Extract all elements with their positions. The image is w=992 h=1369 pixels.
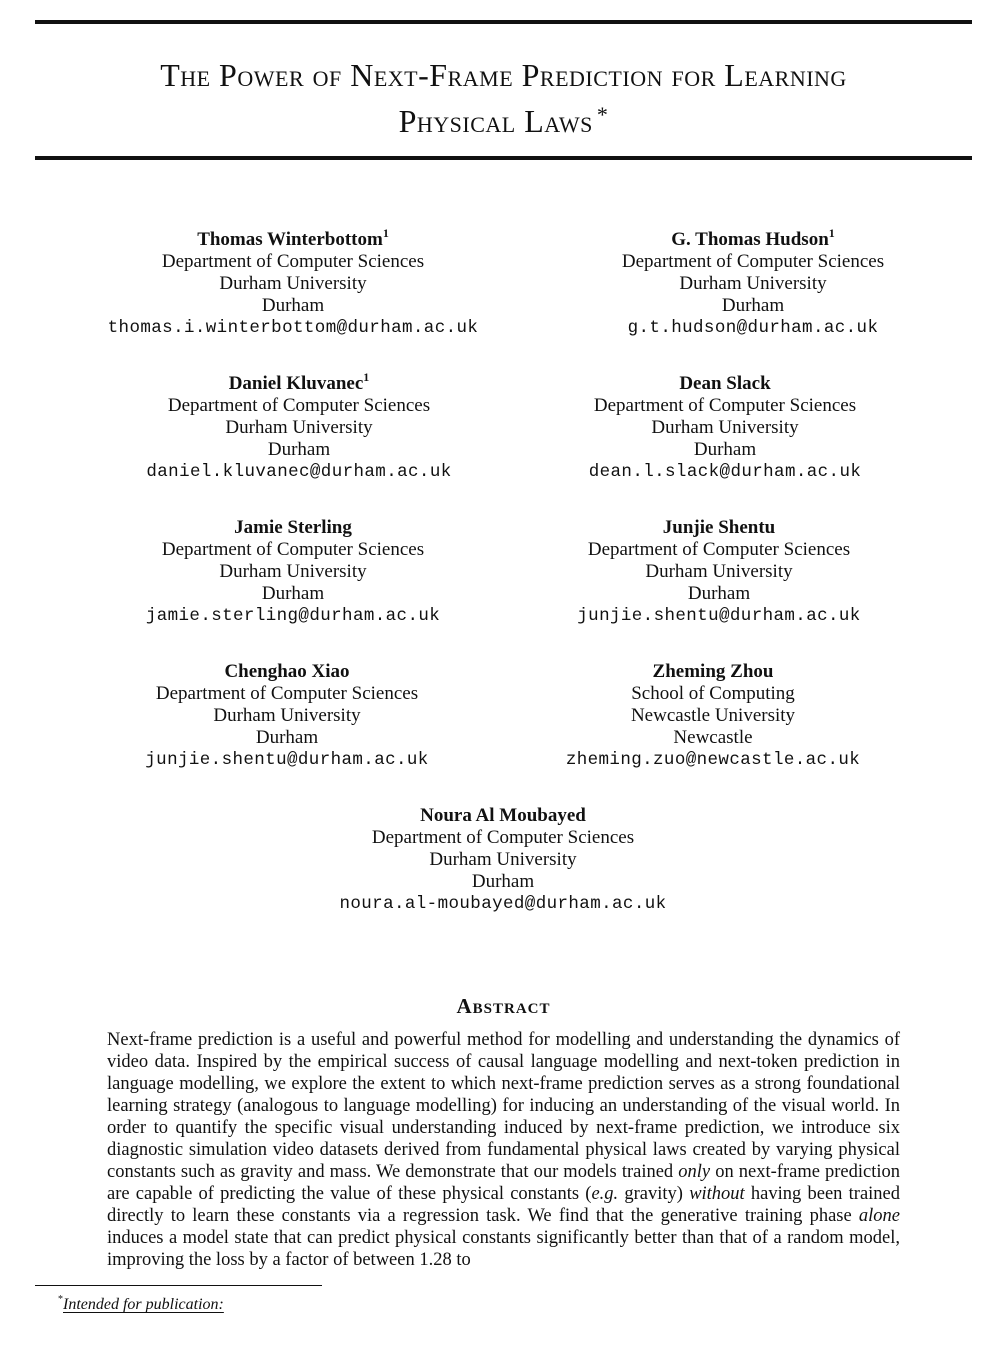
author-department: Department of Computer Sciences bbox=[161, 539, 425, 560]
author-block bbox=[528, 226, 978, 339]
author-block bbox=[500, 373, 950, 483]
author-name: Dean Slack bbox=[679, 373, 771, 394]
author-email[interactable]: junjie.shentu@durham.ac.uk bbox=[577, 606, 861, 626]
author-university: Durham University bbox=[651, 417, 799, 438]
author-department: Department of Computer Sciences bbox=[155, 683, 419, 704]
author-block bbox=[62, 661, 512, 771]
author-city: Newcastle bbox=[673, 727, 753, 748]
author-email[interactable]: jamie.sterling@durham.ac.uk bbox=[145, 606, 441, 626]
author-email[interactable]: g.t.hudson@durham.ac.uk bbox=[627, 318, 879, 338]
abstract-heading: Abstract bbox=[456, 994, 551, 1018]
author-block bbox=[488, 661, 938, 771]
author-block bbox=[278, 805, 728, 915]
author-university: Durham University bbox=[225, 417, 373, 438]
author-name: Zheming Zhou bbox=[652, 661, 774, 682]
author-block bbox=[68, 226, 518, 339]
author-name: Junjie Shentu bbox=[662, 517, 776, 538]
author-name: Daniel Kluvanec$^1$ bbox=[228, 370, 370, 394]
author-email[interactable]: thomas.i.winterbottom@durham.ac.uk bbox=[107, 318, 479, 338]
author-university: Newcastle University bbox=[630, 705, 796, 726]
author-university: Durham University bbox=[429, 849, 577, 870]
footnote-text: Intended for publication: bbox=[63, 1296, 224, 1313]
author-university: Durham University bbox=[219, 561, 367, 582]
bottom-rule bbox=[35, 156, 972, 160]
author-email[interactable]: dean.l.slack@durham.ac.uk bbox=[588, 462, 862, 482]
author-department: Department of Computer Sciences bbox=[371, 827, 635, 848]
author-block bbox=[494, 517, 944, 627]
author-name: Jamie Sterling bbox=[234, 517, 352, 538]
author-university: Durham University bbox=[213, 705, 361, 726]
author-city: Durham bbox=[267, 439, 331, 460]
author-name: G. Thomas Hudson$^1$ bbox=[671, 226, 835, 250]
author-department: School of Computing bbox=[631, 683, 795, 704]
author-city: Durham bbox=[687, 583, 751, 604]
title-line-1: The Power of Next-Frame Prediction for Learning bbox=[160, 57, 847, 93]
author-department: Department of Computer Sciences bbox=[167, 395, 431, 416]
author-block bbox=[68, 517, 518, 627]
author-university: Durham University bbox=[219, 273, 367, 294]
author-department: Department of Computer Sciences bbox=[161, 251, 425, 272]
author-city: Durham bbox=[471, 871, 535, 892]
footnote bbox=[58, 1290, 224, 1315]
paper-title bbox=[35, 55, 972, 141]
footnote-marker: * bbox=[58, 1294, 63, 1305]
author-department: Department of Computer Sciences bbox=[587, 539, 851, 560]
author-name: Noura Al Moubayed bbox=[420, 805, 586, 826]
top-rule bbox=[35, 20, 972, 24]
author-name: Thomas Winterbottom$^1$ bbox=[197, 226, 389, 250]
author-email[interactable]: junjie.shentu@durham.ac.uk bbox=[145, 750, 429, 770]
title-line-2: Physical Laws bbox=[398, 103, 593, 139]
author-department: Department of Computer Sciences bbox=[593, 395, 857, 416]
footnote-rule bbox=[35, 1285, 322, 1286]
author-city: Durham bbox=[721, 295, 785, 316]
abstract-paragraph: Next-frame prediction is a useful and powerful method for modelling and understanding the dynamics of video data. Inspired by the empirical success of causal language modelling and next-token prediction in language modelling, we explore the extent to which next-frame prediction serves as a strong foundational learning strategy (analogous to language modelling) for inducing an understanding of the visual world. In order to quantify the specific visual understanding induced by next-frame prediction, we introduce six diagnostic simulation video datasets derived from fundamental physical laws created by varying physical constants such as gravity and mass. We demonstrate that our models trained only on next-frame prediction are capable of predicting the value of these physical constants (e.g. gravity) without having been trained directly to learn these constants via a regression task. We find that the generative training phase alone induces a model state that can predict physical constants significantly better than that of a random model, improving the loss by a factor of between 1.28 to bbox=[107, 1030, 901, 1270]
author-department: Department of Computer Sciences bbox=[621, 251, 885, 272]
author-city: Durham bbox=[693, 439, 757, 460]
author-university: Durham University bbox=[679, 273, 827, 294]
author-block bbox=[74, 370, 524, 483]
author-city: Durham bbox=[261, 295, 325, 316]
author-university: Durham University bbox=[645, 561, 793, 582]
author-city: Durham bbox=[261, 583, 325, 604]
abstract-body bbox=[107, 1029, 900, 1271]
author-city: Durham bbox=[255, 727, 319, 748]
author-email[interactable]: daniel.kluvanec@durham.ac.uk bbox=[146, 462, 452, 482]
title-footnote-marker: * bbox=[596, 102, 609, 127]
author-name: Chenghao Xiao bbox=[224, 661, 350, 682]
author-email[interactable]: noura.al-moubayed@durham.ac.uk bbox=[339, 894, 667, 914]
author-email[interactable]: zheming.zuo@newcastle.ac.uk bbox=[565, 750, 861, 770]
